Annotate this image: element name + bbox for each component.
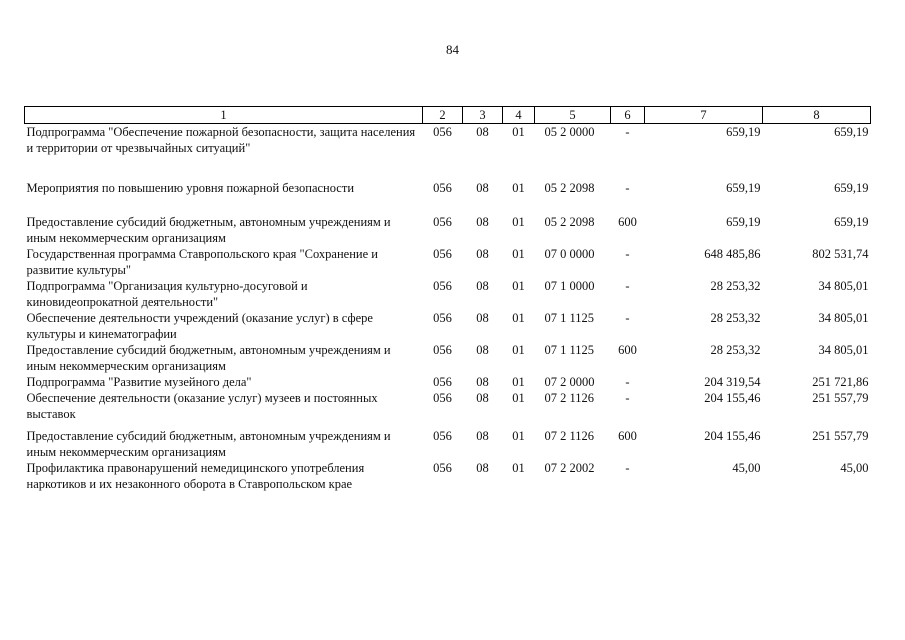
row-ministry-code: 056 <box>433 375 452 389</box>
header-col-5: 5 <box>535 107 611 124</box>
row-section: 08 <box>476 311 489 325</box>
row-target-code: 07 2 2002 <box>544 461 595 475</box>
header-col-2: 2 <box>423 107 463 124</box>
row-section: 08 <box>476 215 489 229</box>
row-amount-1: 204 319,54 <box>704 375 761 389</box>
row-subsection: 01 <box>512 311 525 325</box>
row-expense-type: - <box>625 311 630 325</box>
table-row <box>25 246 871 278</box>
row-name: Государственная программа Ставропольского края "Сохранение и развитие культуры" <box>26 247 378 277</box>
row-amount-2: 659,19 <box>834 215 869 229</box>
table-row <box>25 310 871 342</box>
row-name: Обеспечение деятельности учреждений (оказание услуг) в сфере культуры и кинематографии <box>26 311 373 341</box>
header-col-6: 6 <box>611 107 645 124</box>
row-amount-1: 659,19 <box>726 125 761 139</box>
header-col-7: 7 <box>645 107 763 124</box>
row-expense-type: - <box>625 247 630 261</box>
row-name: Предоставление субсидий бюджетным, автономным учреждениям и иным некоммерческим организациям <box>26 215 391 245</box>
row-amount-2: 45,00 <box>840 461 869 475</box>
row-section: 08 <box>476 391 489 405</box>
table-row <box>25 342 871 374</box>
row-name: Мероприятия по повышению уровня пожарной безопасности <box>26 181 355 195</box>
row-subsection: 01 <box>512 429 525 443</box>
row-section: 08 <box>476 125 489 139</box>
row-section: 08 <box>476 461 489 475</box>
row-target-code: 07 2 0000 <box>544 375 595 389</box>
table-row <box>25 278 871 310</box>
row-amount-1: 204 155,46 <box>704 429 761 443</box>
row-expense-type: 600 <box>618 429 637 443</box>
row-amount-1: 659,19 <box>726 215 761 229</box>
row-subsection: 01 <box>512 343 525 357</box>
row-amount-2: 659,19 <box>834 125 869 139</box>
row-target-code: 07 1 1125 <box>544 343 595 357</box>
header-col-4: 4 <box>503 107 535 124</box>
row-ministry-code: 056 <box>433 247 452 261</box>
row-subsection: 01 <box>512 391 525 405</box>
row-expense-type: - <box>625 461 630 475</box>
row-target-code: 05 2 2098 <box>544 181 595 195</box>
row-name: Обеспечение деятельности (оказание услуг) музеев и постоянных выставок <box>26 391 378 421</box>
row-name: Подпрограмма "Обеспечение пожарной безопасности, защита населения и территории от чрезвычайных ситуаций" <box>26 125 416 155</box>
row-amount-1: 28 253,32 <box>710 311 761 325</box>
row-amount-2: 251 557,79 <box>812 391 869 405</box>
row-amount-1: 659,19 <box>726 181 761 195</box>
header-col-3: 3 <box>463 107 503 124</box>
row-target-code: 07 1 1125 <box>544 311 595 325</box>
header-row <box>25 107 871 124</box>
row-ministry-code: 056 <box>433 461 452 475</box>
budget-table <box>24 106 871 492</box>
table-header <box>25 107 871 124</box>
table-row <box>25 390 871 422</box>
row-name: Предоставление субсидий бюджетным, автономным учреждениям и иным некоммерческим организациям <box>26 343 391 373</box>
row-target-code: 07 2 1126 <box>544 429 595 443</box>
row-ministry-code: 056 <box>433 181 452 195</box>
row-target-code: 07 0 0000 <box>544 247 595 261</box>
row-section: 08 <box>476 429 489 443</box>
row-ministry-code: 056 <box>433 279 452 293</box>
row-section: 08 <box>476 375 489 389</box>
row-amount-2: 659,19 <box>834 181 869 195</box>
row-section: 08 <box>476 279 489 293</box>
table-row <box>25 124 871 157</box>
row-amount-1: 204 155,46 <box>704 391 761 405</box>
row-ministry-code: 056 <box>433 215 452 229</box>
row-target-code: 05 2 0000 <box>544 125 595 139</box>
row-subsection: 01 <box>512 247 525 261</box>
row-section: 08 <box>476 181 489 195</box>
row-expense-type: - <box>625 125 630 139</box>
row-target-code: 07 2 1126 <box>544 391 595 405</box>
row-expense-type: - <box>625 375 630 389</box>
row-amount-2: 34 805,01 <box>818 279 869 293</box>
row-section: 08 <box>476 247 489 261</box>
row-name: Профилактика правонарушений немедицинского употребления наркотиков и их незаконного оборота в Ставропольском крае <box>26 461 365 491</box>
table-row <box>25 428 871 460</box>
row-expense-type: - <box>625 181 630 195</box>
header-col-1: 1 <box>25 107 423 124</box>
table-row <box>25 180 871 196</box>
row-name: Подпрограмма "Развитие музейного дела" <box>26 375 252 389</box>
row-subsection: 01 <box>512 181 525 195</box>
row-ministry-code: 056 <box>433 311 452 325</box>
table-row <box>25 460 871 492</box>
row-subsection: 01 <box>512 461 525 475</box>
row-amount-2: 802 531,74 <box>812 247 869 261</box>
row-amount-2: 251 721,86 <box>812 375 869 389</box>
row-spacer <box>25 196 871 214</box>
row-subsection: 01 <box>512 215 525 229</box>
row-spacer <box>25 156 871 180</box>
row-expense-type: 600 <box>618 343 637 357</box>
page-number: 84 <box>446 42 459 57</box>
row-ministry-code: 056 <box>433 391 452 405</box>
row-amount-2: 34 805,01 <box>818 311 869 325</box>
row-amount-2: 251 557,79 <box>812 429 869 443</box>
row-subsection: 01 <box>512 125 525 139</box>
row-subsection: 01 <box>512 279 525 293</box>
row-amount-1: 28 253,32 <box>710 343 761 357</box>
row-target-code: 07 1 0000 <box>544 279 595 293</box>
row-ministry-code: 056 <box>433 125 452 139</box>
row-section: 08 <box>476 343 489 357</box>
row-amount-1: 28 253,32 <box>710 279 761 293</box>
table-body <box>25 124 871 493</box>
row-amount-2: 34 805,01 <box>818 343 869 357</box>
row-target-code: 05 2 2098 <box>544 215 595 229</box>
row-ministry-code: 056 <box>433 429 452 443</box>
table-row <box>25 214 871 246</box>
row-expense-type: - <box>625 391 630 405</box>
table-row <box>25 374 871 390</box>
row-name: Подпрограмма "Организация культурно-досуговой и киновидеопрокатной деятельности" <box>26 279 308 309</box>
row-amount-1: 648 485,86 <box>704 247 761 261</box>
row-name: Предоставление субсидий бюджетным, автономным учреждениям и иным некоммерческим организациям <box>26 429 391 459</box>
row-expense-type: 600 <box>618 215 637 229</box>
row-subsection: 01 <box>512 375 525 389</box>
row-expense-type: - <box>625 279 630 293</box>
header-col-8: 8 <box>763 107 871 124</box>
row-ministry-code: 056 <box>433 343 452 357</box>
row-amount-1: 45,00 <box>732 461 761 475</box>
